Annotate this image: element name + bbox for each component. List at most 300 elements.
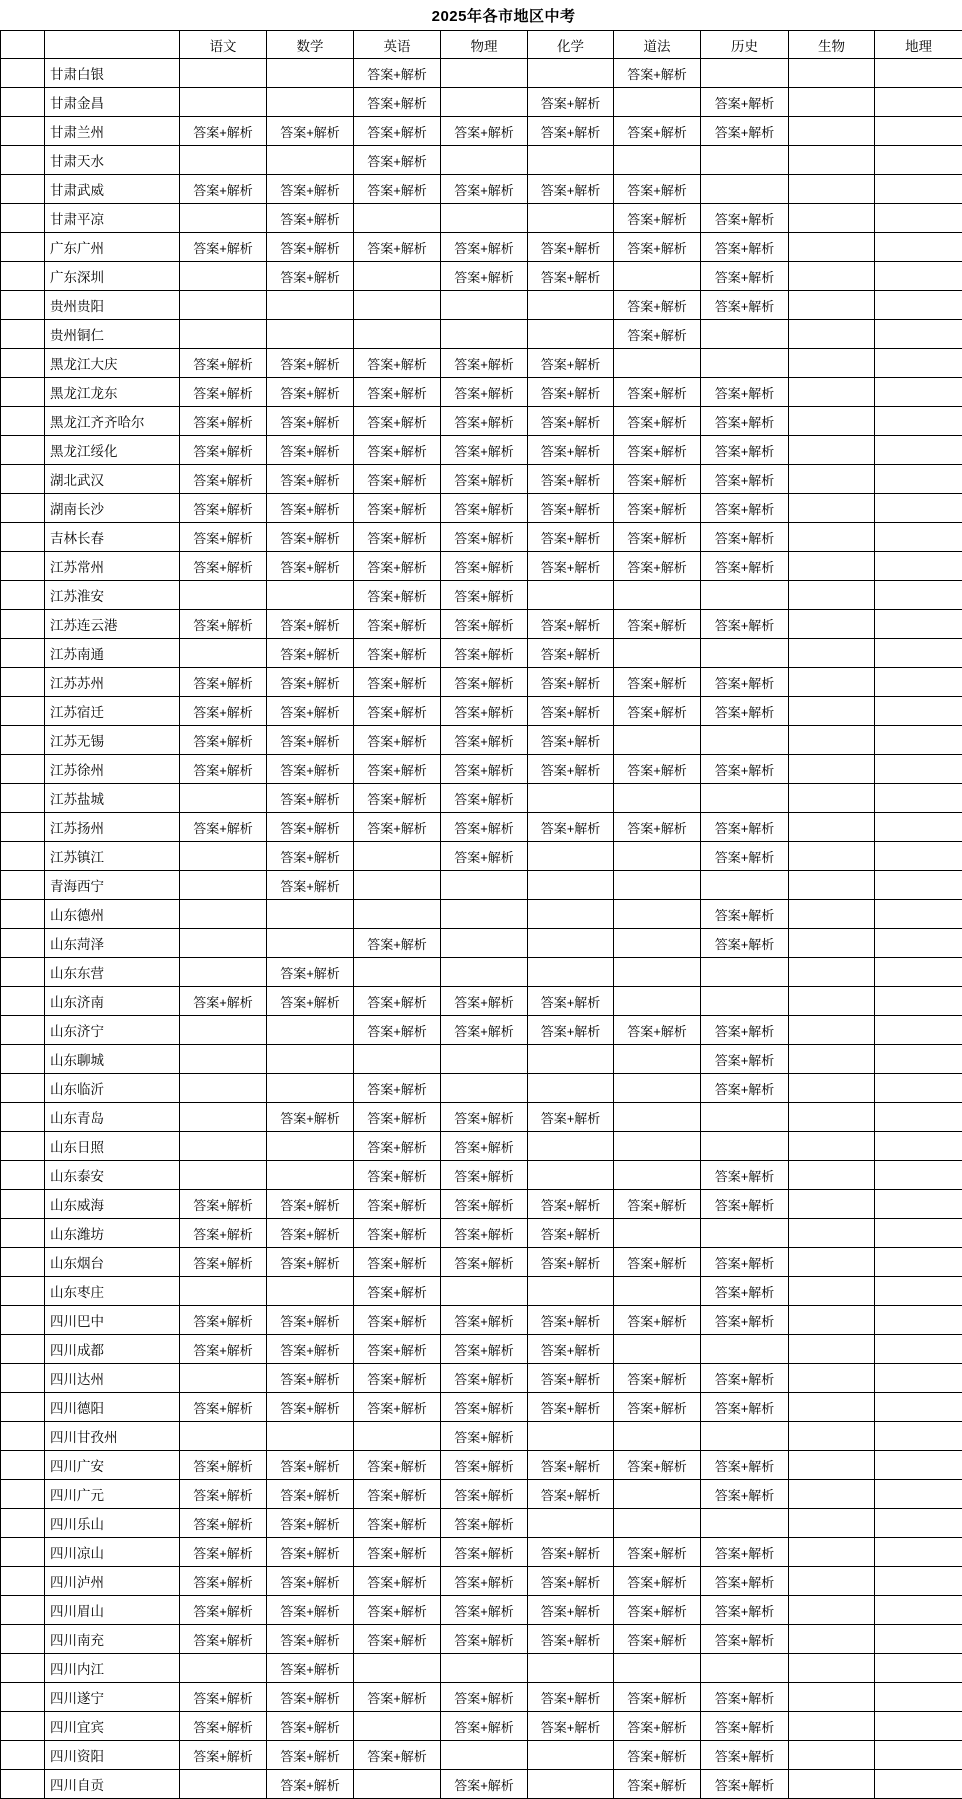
answer-link-history[interactable]: 答案+解析 — [701, 1480, 789, 1509]
answer-link-chinese[interactable]: 答案+解析 — [180, 1451, 267, 1480]
answer-link-history[interactable]: 答案+解析 — [701, 204, 789, 233]
answer-link-math[interactable]: 答案+解析 — [267, 639, 354, 668]
empty-cell — [875, 697, 962, 726]
empty-cell — [789, 1509, 875, 1538]
answer-link-physics[interactable]: 答案+解析 — [441, 407, 528, 436]
answer-link-physics[interactable]: 答案+解析 — [441, 1393, 528, 1422]
empty-cell — [354, 1770, 441, 1799]
answer-link-english[interactable]: 答案+解析 — [354, 929, 441, 958]
answer-link-chinese[interactable]: 答案+解析 — [180, 494, 267, 523]
answer-link-chemistry[interactable]: 答案+解析 — [528, 813, 614, 842]
answer-link-chinese[interactable]: 答案+解析 — [180, 436, 267, 465]
answer-link-english[interactable]: 答案+解析 — [354, 59, 441, 88]
answer-link-physics[interactable]: 答案+解析 — [441, 1219, 528, 1248]
answer-link-physics[interactable]: 答案+解析 — [441, 1422, 528, 1451]
answer-link-chinese[interactable]: 答案+解析 — [180, 407, 267, 436]
answer-link-chinese[interactable]: 答案+解析 — [180, 378, 267, 407]
answer-link-chemistry[interactable]: 答案+解析 — [528, 726, 614, 755]
answer-link-history[interactable]: 答案+解析 — [701, 813, 789, 842]
answer-link-english[interactable]: 答案+解析 — [354, 1480, 441, 1509]
answer-link-math[interactable]: 答案+解析 — [267, 842, 354, 871]
answer-link-physics[interactable]: 答案+解析 — [441, 987, 528, 1016]
answer-link-chemistry[interactable]: 答案+解析 — [528, 1335, 614, 1364]
answer-link-english[interactable]: 答案+解析 — [354, 581, 441, 610]
answer-link-ethics[interactable]: 答案+解析 — [614, 1596, 701, 1625]
answer-link-ethics[interactable]: 答案+解析 — [614, 233, 701, 262]
answer-link-chemistry[interactable]: 答案+解析 — [528, 407, 614, 436]
answer-link-chinese[interactable]: 答案+解析 — [180, 175, 267, 204]
answer-link-history[interactable]: 答案+解析 — [701, 1277, 789, 1306]
answer-link-history[interactable]: 答案+解析 — [701, 465, 789, 494]
answer-link-history[interactable]: 答案+解析 — [701, 1306, 789, 1335]
answer-link-history[interactable]: 答案+解析 — [701, 407, 789, 436]
title-row — [1, 0, 962, 31]
answer-link-english[interactable]: 答案+解析 — [354, 88, 441, 117]
answer-link-ethics[interactable]: 答案+解析 — [614, 523, 701, 552]
answer-link-physics[interactable]: 答案+解析 — [441, 842, 528, 871]
answer-link-chinese[interactable]: 答案+解析 — [180, 1393, 267, 1422]
answer-link-ethics[interactable]: 答案+解析 — [614, 378, 701, 407]
answer-link-english[interactable]: 答案+解析 — [354, 1683, 441, 1712]
empty-cell — [528, 291, 614, 320]
answer-link-chinese[interactable]: 答案+解析 — [180, 813, 267, 842]
answer-link-physics[interactable]: 答案+解析 — [441, 436, 528, 465]
answer-link-ethics[interactable]: 答案+解析 — [614, 465, 701, 494]
city-cell: 山东枣庄 — [45, 1277, 180, 1306]
answer-link-chinese[interactable]: 答案+解析 — [180, 1335, 267, 1364]
answer-link-ethics[interactable]: 答案+解析 — [614, 59, 701, 88]
answer-link-chinese[interactable]: 答案+解析 — [180, 1712, 267, 1741]
answer-link-ethics[interactable]: 答案+解析 — [614, 1741, 701, 1770]
answer-link-math[interactable]: 答案+解析 — [267, 1335, 354, 1364]
answer-link-chemistry[interactable]: 答案+解析 — [528, 755, 614, 784]
answer-link-physics[interactable]: 答案+解析 — [441, 1306, 528, 1335]
answer-link-math[interactable]: 答案+解析 — [267, 117, 354, 146]
answer-link-chemistry[interactable]: 答案+解析 — [528, 88, 614, 117]
answer-link-history[interactable]: 答案+解析 — [701, 1045, 789, 1074]
answer-link-ethics[interactable]: 答案+解析 — [614, 1625, 701, 1654]
answer-link-history[interactable]: 答案+解析 — [701, 1683, 789, 1712]
answer-link-math[interactable]: 答案+解析 — [267, 726, 354, 755]
answer-link-ethics[interactable]: 答案+解析 — [614, 1393, 701, 1422]
answer-link-ethics[interactable]: 答案+解析 — [614, 1538, 701, 1567]
answer-link-math[interactable]: 答案+解析 — [267, 1393, 354, 1422]
answer-link-physics[interactable]: 答案+解析 — [441, 1016, 528, 1045]
answer-link-physics[interactable]: 答案+解析 — [441, 610, 528, 639]
answer-link-chemistry[interactable]: 答案+解析 — [528, 378, 614, 407]
answer-link-math[interactable]: 答案+解析 — [267, 1219, 354, 1248]
answer-link-english[interactable]: 答案+解析 — [354, 1074, 441, 1103]
answer-link-history[interactable]: 答案+解析 — [701, 1190, 789, 1219]
answer-link-chemistry[interactable]: 答案+解析 — [528, 1190, 614, 1219]
answer-link-ethics[interactable]: 答案+解析 — [614, 1683, 701, 1712]
answer-link-physics[interactable]: 答案+解析 — [441, 175, 528, 204]
answer-link-english[interactable]: 答案+解析 — [354, 1219, 441, 1248]
answer-link-math[interactable]: 答案+解析 — [267, 175, 354, 204]
answer-link-math[interactable]: 答案+解析 — [267, 233, 354, 262]
answer-link-history[interactable]: 答案+解析 — [701, 610, 789, 639]
answer-link-history[interactable]: 答案+解析 — [701, 900, 789, 929]
answer-link-history[interactable]: 答案+解析 — [701, 1074, 789, 1103]
answer-link-english[interactable]: 答案+解析 — [354, 407, 441, 436]
answer-link-ethics[interactable]: 答案+解析 — [614, 1451, 701, 1480]
answer-link-chinese[interactable]: 答案+解析 — [180, 697, 267, 726]
answer-link-math[interactable]: 答案+解析 — [267, 813, 354, 842]
answer-link-chinese[interactable]: 答案+解析 — [180, 1480, 267, 1509]
answer-link-chemistry[interactable]: 答案+解析 — [528, 1625, 614, 1654]
answer-link-math[interactable]: 答案+解析 — [267, 1364, 354, 1393]
answer-link-chemistry[interactable]: 答案+解析 — [528, 1712, 614, 1741]
answer-link-math[interactable]: 答案+解析 — [267, 755, 354, 784]
answer-link-history[interactable]: 答案+解析 — [701, 262, 789, 291]
answer-link-history[interactable]: 答案+解析 — [701, 697, 789, 726]
answer-link-math[interactable]: 答案+解析 — [267, 465, 354, 494]
answer-link-ethics[interactable]: 答案+解析 — [614, 407, 701, 436]
answer-link-chinese[interactable]: 答案+解析 — [180, 1683, 267, 1712]
answer-link-english[interactable]: 答案+解析 — [354, 668, 441, 697]
answer-link-history[interactable]: 答案+解析 — [701, 1016, 789, 1045]
answer-link-physics[interactable]: 答案+解析 — [441, 349, 528, 378]
answer-link-chinese[interactable]: 答案+解析 — [180, 610, 267, 639]
answer-link-english[interactable]: 答案+解析 — [354, 1335, 441, 1364]
answer-link-ethics[interactable]: 答案+解析 — [614, 668, 701, 697]
city-cell: 江苏扬州 — [45, 813, 180, 842]
answer-link-physics[interactable]: 答案+解析 — [441, 755, 528, 784]
answer-link-physics[interactable]: 答案+解析 — [441, 1248, 528, 1277]
empty-cell — [701, 1132, 789, 1161]
empty-cell — [789, 407, 875, 436]
answer-link-ethics[interactable]: 答案+解析 — [614, 204, 701, 233]
answer-link-ethics[interactable]: 答案+解析 — [614, 1364, 701, 1393]
answer-link-math[interactable]: 答案+解析 — [267, 1248, 354, 1277]
answer-link-ethics[interactable]: 答案+解析 — [614, 320, 701, 349]
answer-link-chemistry[interactable]: 答案+解析 — [528, 552, 614, 581]
answer-link-chinese[interactable]: 答案+解析 — [180, 233, 267, 262]
answer-link-chemistry[interactable]: 答案+解析 — [528, 1306, 614, 1335]
answer-link-physics[interactable]: 答案+解析 — [441, 262, 528, 291]
answer-link-ethics[interactable]: 答案+解析 — [614, 175, 701, 204]
answer-link-ethics[interactable]: 答案+解析 — [614, 1190, 701, 1219]
answer-link-physics[interactable]: 答案+解析 — [441, 1567, 528, 1596]
answer-link-chemistry[interactable]: 答案+解析 — [528, 1567, 614, 1596]
answer-link-chemistry[interactable]: 答案+解析 — [528, 639, 614, 668]
answer-link-history[interactable]: 答案+解析 — [701, 1712, 789, 1741]
answer-link-chinese[interactable]: 答案+解析 — [180, 668, 267, 697]
answer-link-english[interactable]: 答案+解析 — [354, 349, 441, 378]
answer-link-ethics[interactable]: 答案+解析 — [614, 1306, 701, 1335]
answer-link-physics[interactable]: 答案+解析 — [441, 378, 528, 407]
city-cell: 江苏淮安 — [45, 581, 180, 610]
answer-link-chemistry[interactable]: 答案+解析 — [528, 1451, 614, 1480]
answer-link-math[interactable]: 答案+解析 — [267, 1741, 354, 1770]
answer-link-history[interactable]: 答案+解析 — [701, 523, 789, 552]
answer-link-physics[interactable]: 答案+解析 — [441, 784, 528, 813]
answer-link-chinese[interactable]: 答案+解析 — [180, 987, 267, 1016]
answer-link-ethics[interactable]: 答案+解析 — [614, 552, 701, 581]
answer-link-english[interactable]: 答案+解析 — [354, 552, 441, 581]
answer-link-history[interactable]: 答案+解析 — [701, 1741, 789, 1770]
answer-link-history[interactable]: 答案+解析 — [701, 755, 789, 784]
answer-link-ethics[interactable]: 答案+解析 — [614, 117, 701, 146]
answer-link-history[interactable]: 答案+解析 — [701, 1625, 789, 1654]
answer-link-ethics[interactable]: 答案+解析 — [614, 1567, 701, 1596]
empty-cell — [789, 1306, 875, 1335]
answer-link-chinese[interactable]: 答案+解析 — [180, 1538, 267, 1567]
answer-link-english[interactable]: 答案+解析 — [354, 755, 441, 784]
answer-link-english[interactable]: 答案+解析 — [354, 378, 441, 407]
answer-link-chemistry[interactable]: 答案+解析 — [528, 697, 614, 726]
answer-link-ethics[interactable]: 答案+解析 — [614, 291, 701, 320]
answer-link-math[interactable]: 答案+解析 — [267, 1770, 354, 1799]
answer-link-physics[interactable]: 答案+解析 — [441, 1538, 528, 1567]
answer-link-chinese[interactable]: 答案+解析 — [180, 349, 267, 378]
answer-link-chinese[interactable]: 答案+解析 — [180, 755, 267, 784]
answer-link-english[interactable]: 答案+解析 — [354, 117, 441, 146]
answer-link-chemistry[interactable]: 答案+解析 — [528, 610, 614, 639]
answer-link-english[interactable]: 答案+解析 — [354, 1451, 441, 1480]
answer-link-chemistry[interactable]: 答案+解析 — [528, 1248, 614, 1277]
answer-link-chemistry[interactable]: 答案+解析 — [528, 233, 614, 262]
answer-link-chemistry[interactable]: 答案+解析 — [528, 1103, 614, 1132]
answer-link-math[interactable]: 答案+解析 — [267, 1625, 354, 1654]
answer-link-math[interactable]: 答案+解析 — [267, 1451, 354, 1480]
answer-link-math[interactable]: 答案+解析 — [267, 1103, 354, 1132]
answer-link-ethics[interactable]: 答案+解析 — [614, 1770, 701, 1799]
answer-link-english[interactable]: 答案+解析 — [354, 639, 441, 668]
answer-link-history[interactable]: 答案+解析 — [701, 233, 789, 262]
answer-link-ethics[interactable]: 答案+解析 — [614, 755, 701, 784]
answer-link-ethics[interactable]: 答案+解析 — [614, 1712, 701, 1741]
answer-link-math[interactable]: 答案+解析 — [267, 204, 354, 233]
answer-link-chinese[interactable]: 答案+解析 — [180, 1306, 267, 1335]
answer-link-math[interactable]: 答案+解析 — [267, 436, 354, 465]
answer-link-history[interactable]: 答案+解析 — [701, 1451, 789, 1480]
answer-link-chinese[interactable]: 答案+解析 — [180, 1625, 267, 1654]
answer-link-ethics[interactable]: 答案+解析 — [614, 697, 701, 726]
answer-link-math[interactable]: 答案+解析 — [267, 1190, 354, 1219]
answer-link-chemistry[interactable]: 答案+解析 — [528, 1480, 614, 1509]
answer-link-physics[interactable]: 答案+解析 — [441, 668, 528, 697]
answer-link-english[interactable]: 答案+解析 — [354, 146, 441, 175]
answer-link-chemistry[interactable]: 答案+解析 — [528, 1538, 614, 1567]
answer-link-physics[interactable]: 答案+解析 — [441, 1480, 528, 1509]
answer-link-ethics[interactable]: 答案+解析 — [614, 813, 701, 842]
answer-link-physics[interactable]: 答案+解析 — [441, 1161, 528, 1190]
answer-link-history[interactable]: 答案+解析 — [701, 1364, 789, 1393]
answer-link-history[interactable]: 答案+解析 — [701, 668, 789, 697]
answer-link-english[interactable]: 答案+解析 — [354, 1103, 441, 1132]
answer-link-physics[interactable]: 答案+解析 — [441, 726, 528, 755]
answer-link-english[interactable]: 答案+解析 — [354, 1277, 441, 1306]
answer-link-ethics[interactable]: 答案+解析 — [614, 610, 701, 639]
answer-link-physics[interactable]: 答案+解析 — [441, 1132, 528, 1161]
answer-link-history[interactable]: 答案+解析 — [701, 929, 789, 958]
answer-link-english[interactable]: 答案+解析 — [354, 726, 441, 755]
answer-link-english[interactable]: 答案+解析 — [354, 1538, 441, 1567]
answer-link-english[interactable]: 答案+解析 — [354, 610, 441, 639]
answer-link-chinese[interactable]: 答案+解析 — [180, 1219, 267, 1248]
answer-link-math[interactable]: 答案+解析 — [267, 494, 354, 523]
answer-link-english[interactable]: 答案+解析 — [354, 1364, 441, 1393]
answer-link-math[interactable]: 答案+解析 — [267, 697, 354, 726]
answer-link-physics[interactable]: 答案+解析 — [441, 581, 528, 610]
answer-link-english[interactable]: 答案+解析 — [354, 1596, 441, 1625]
answer-link-english[interactable]: 答案+解析 — [354, 436, 441, 465]
answer-link-chinese[interactable]: 答案+解析 — [180, 726, 267, 755]
answer-link-chemistry[interactable]: 答案+解析 — [528, 175, 614, 204]
answer-link-english[interactable]: 答案+解析 — [354, 1567, 441, 1596]
answer-link-english[interactable]: 答案+解析 — [354, 494, 441, 523]
answer-link-chinese[interactable]: 答案+解析 — [180, 465, 267, 494]
answer-link-ethics[interactable]: 答案+解析 — [614, 1248, 701, 1277]
answer-link-english[interactable]: 答案+解析 — [354, 1132, 441, 1161]
answer-link-history[interactable]: 答案+解析 — [701, 842, 789, 871]
answer-link-chinese[interactable]: 答案+解析 — [180, 1596, 267, 1625]
answer-link-history[interactable]: 答案+解析 — [701, 88, 789, 117]
answer-link-english[interactable]: 答案+解析 — [354, 697, 441, 726]
answer-link-english[interactable]: 答案+解析 — [354, 1393, 441, 1422]
answer-link-physics[interactable]: 答案+解析 — [441, 1335, 528, 1364]
answer-link-english[interactable]: 答案+解析 — [354, 1190, 441, 1219]
answer-link-chemistry[interactable]: 答案+解析 — [528, 1683, 614, 1712]
answer-link-math[interactable]: 答案+解析 — [267, 668, 354, 697]
city-cell: 广东广州 — [45, 233, 180, 262]
answer-link-history[interactable]: 答案+解析 — [701, 1567, 789, 1596]
answer-link-chemistry[interactable]: 答案+解析 — [528, 523, 614, 552]
answer-link-chinese[interactable]: 答案+解析 — [180, 1509, 267, 1538]
answer-link-english[interactable]: 答案+解析 — [354, 987, 441, 1016]
answer-link-chemistry[interactable]: 答案+解析 — [528, 117, 614, 146]
answer-link-math[interactable]: 答案+解析 — [267, 1596, 354, 1625]
answer-link-chinese[interactable]: 答案+解析 — [180, 1248, 267, 1277]
answer-link-chemistry[interactable]: 答案+解析 — [528, 1393, 614, 1422]
answer-link-english[interactable]: 答案+解析 — [354, 1161, 441, 1190]
answer-link-physics[interactable]: 答案+解析 — [441, 697, 528, 726]
answer-link-physics[interactable]: 答案+解析 — [441, 813, 528, 842]
answer-link-chemistry[interactable]: 答案+解析 — [528, 1364, 614, 1393]
answer-link-history[interactable]: 答案+解析 — [701, 1538, 789, 1567]
answer-link-physics[interactable]: 答案+解析 — [441, 1596, 528, 1625]
answer-link-chinese[interactable]: 答案+解析 — [180, 1567, 267, 1596]
answer-link-math[interactable]: 答案+解析 — [267, 958, 354, 987]
answer-link-chemistry[interactable]: 答案+解析 — [528, 465, 614, 494]
answer-link-physics[interactable]: 答案+解析 — [441, 1683, 528, 1712]
answer-link-math[interactable]: 答案+解析 — [267, 987, 354, 1016]
answer-link-english[interactable]: 答案+解析 — [354, 465, 441, 494]
answer-link-chemistry[interactable]: 答案+解析 — [528, 349, 614, 378]
answer-link-english[interactable]: 答案+解析 — [354, 1625, 441, 1654]
answer-link-physics[interactable]: 答案+解析 — [441, 552, 528, 581]
answer-link-ethics[interactable]: 答案+解析 — [614, 436, 701, 465]
answer-link-math[interactable]: 答案+解析 — [267, 378, 354, 407]
empty-cell — [614, 88, 701, 117]
answer-link-history[interactable]: 答案+解析 — [701, 1161, 789, 1190]
answer-link-math[interactable]: 答案+解析 — [267, 1654, 354, 1683]
answer-link-chemistry[interactable]: 答案+解析 — [528, 1596, 614, 1625]
answer-link-chemistry[interactable]: 答案+解析 — [528, 1219, 614, 1248]
answer-link-math[interactable]: 答案+解析 — [267, 784, 354, 813]
answer-link-math[interactable]: 答案+解析 — [267, 262, 354, 291]
answer-link-english[interactable]: 答案+解析 — [354, 813, 441, 842]
answer-link-history[interactable]: 答案+解析 — [701, 1770, 789, 1799]
answer-link-math[interactable]: 答案+解析 — [267, 1538, 354, 1567]
row-index-cell — [1, 697, 45, 726]
answer-link-math[interactable]: 答案+解析 — [267, 407, 354, 436]
answer-link-math[interactable]: 答案+解析 — [267, 1683, 354, 1712]
answer-link-math[interactable]: 答案+解析 — [267, 1712, 354, 1741]
answer-link-math[interactable]: 答案+解析 — [267, 552, 354, 581]
answer-link-chemistry[interactable]: 答案+解析 — [528, 262, 614, 291]
answer-link-chemistry[interactable]: 答案+解析 — [528, 494, 614, 523]
answer-link-physics[interactable]: 答案+解析 — [441, 1103, 528, 1132]
answer-link-history[interactable]: 答案+解析 — [701, 1393, 789, 1422]
answer-link-math[interactable]: 答案+解析 — [267, 1509, 354, 1538]
answer-link-chinese[interactable]: 答案+解析 — [180, 552, 267, 581]
answer-link-chemistry[interactable]: 答案+解析 — [528, 987, 614, 1016]
answer-link-english[interactable]: 答案+解析 — [354, 784, 441, 813]
empty-cell — [875, 407, 962, 436]
answer-link-physics[interactable]: 答案+解析 — [441, 233, 528, 262]
answer-link-history[interactable]: 答案+解析 — [701, 291, 789, 320]
answer-link-math[interactable]: 答案+解析 — [267, 349, 354, 378]
answer-link-math[interactable]: 答案+解析 — [267, 1567, 354, 1596]
answer-link-math[interactable]: 答案+解析 — [267, 610, 354, 639]
answer-link-history[interactable]: 答案+解析 — [701, 494, 789, 523]
answer-link-english[interactable]: 答案+解析 — [354, 1016, 441, 1045]
answer-link-chinese[interactable]: 答案+解析 — [180, 1190, 267, 1219]
answer-link-chemistry[interactable]: 答案+解析 — [528, 1016, 614, 1045]
answer-link-english[interactable]: 答案+解析 — [354, 175, 441, 204]
answer-link-history[interactable]: 答案+解析 — [701, 117, 789, 146]
answer-link-history[interactable]: 答案+解析 — [701, 378, 789, 407]
answer-link-history[interactable]: 答案+解析 — [701, 1596, 789, 1625]
answer-link-physics[interactable]: 答案+解析 — [441, 523, 528, 552]
answer-link-ethics[interactable]: 答案+解析 — [614, 494, 701, 523]
answer-link-physics[interactable]: 答案+解析 — [441, 1509, 528, 1538]
answer-link-english[interactable]: 答案+解析 — [354, 1509, 441, 1538]
answer-link-physics[interactable]: 答案+解析 — [441, 117, 528, 146]
answer-link-physics[interactable]: 答案+解析 — [441, 1712, 528, 1741]
answer-link-history[interactable]: 答案+解析 — [701, 1248, 789, 1277]
answer-link-english[interactable]: 答案+解析 — [354, 523, 441, 552]
answer-link-chemistry[interactable]: 答案+解析 — [528, 668, 614, 697]
answer-link-english[interactable]: 答案+解析 — [354, 233, 441, 262]
answer-link-chinese[interactable]: 答案+解析 — [180, 1741, 267, 1770]
answer-link-chemistry[interactable]: 答案+解析 — [528, 436, 614, 465]
answer-link-ethics[interactable]: 答案+解析 — [614, 1016, 701, 1045]
answer-link-physics[interactable]: 答案+解析 — [441, 1364, 528, 1393]
answer-link-physics[interactable]: 答案+解析 — [441, 494, 528, 523]
answer-link-chinese[interactable]: 答案+解析 — [180, 117, 267, 146]
answer-link-physics[interactable]: 答案+解析 — [441, 1451, 528, 1480]
answer-link-physics[interactable]: 答案+解析 — [441, 1625, 528, 1654]
answer-link-chinese[interactable]: 答案+解析 — [180, 523, 267, 552]
answer-link-english[interactable]: 答案+解析 — [354, 1306, 441, 1335]
answer-link-history[interactable]: 答案+解析 — [701, 552, 789, 581]
city-cell: 四川甘孜州 — [45, 1422, 180, 1451]
answer-link-math[interactable]: 答案+解析 — [267, 871, 354, 900]
answer-link-physics[interactable]: 答案+解析 — [441, 1770, 528, 1799]
answer-link-english[interactable]: 答案+解析 — [354, 1741, 441, 1770]
answer-link-physics[interactable]: 答案+解析 — [441, 1190, 528, 1219]
answer-link-math[interactable]: 答案+解析 — [267, 1306, 354, 1335]
answer-link-physics[interactable]: 答案+解析 — [441, 639, 528, 668]
answer-link-math[interactable]: 答案+解析 — [267, 1480, 354, 1509]
answer-link-history[interactable]: 答案+解析 — [701, 436, 789, 465]
answer-link-math[interactable]: 答案+解析 — [267, 523, 354, 552]
answer-link-physics[interactable]: 答案+解析 — [441, 465, 528, 494]
answer-link-english[interactable]: 答案+解析 — [354, 1248, 441, 1277]
